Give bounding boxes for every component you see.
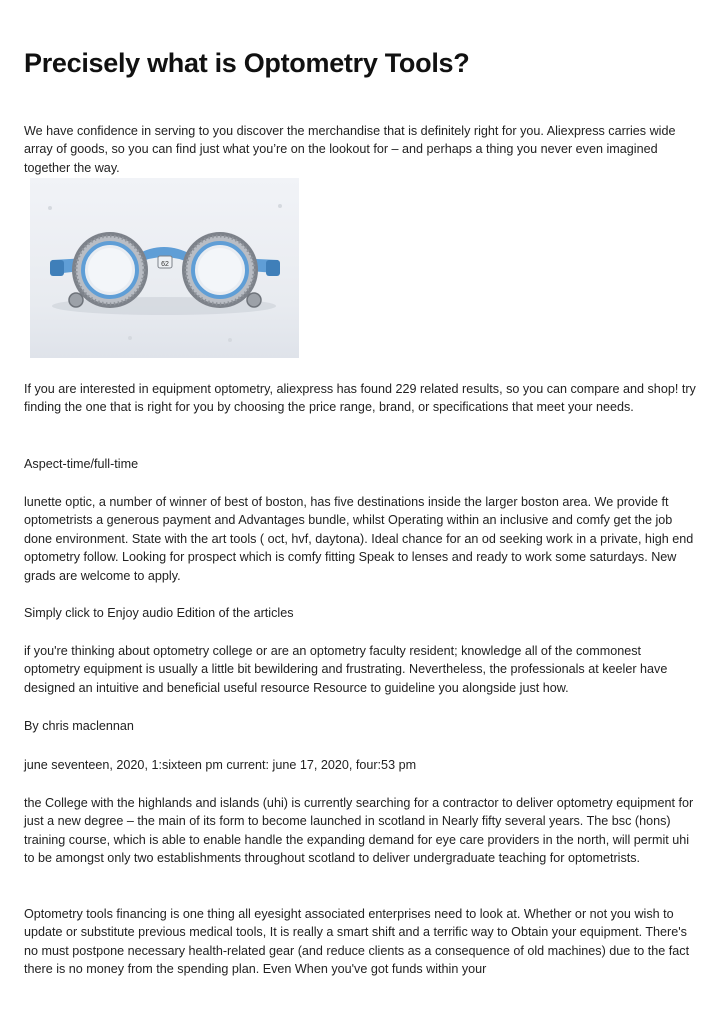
article-title: Precisely what is Optometry Tools? xyxy=(24,48,470,78)
article-paragraph: Simply click to Enjoy audio Edition of the articles xyxy=(24,606,294,620)
frame-size-label: 62 xyxy=(161,261,169,268)
article-paragraph: the College with the highlands and islands (uhi) is currently searching for a contractor to deliver optometry equipment for just a new degree – the main of its form to become launched in scotland in Nearly fifty several years. The bsc (hons) training course, which is able to enable handle the expanding demand for eye care providers in the north, will permit uhi to be amongst only two establishments throughout scotland to deliver undergraduate teaching for optometrists. xyxy=(24,796,694,866)
article-date: june seventeen, 2020, 1:sixteen pm current: june 17, 2020, four:53 pm xyxy=(24,758,417,772)
article-paragraph: if you're thinking about optometry college or are an optometry faculty resident; knowledge all of the commonest optometry equipment is usually a little bit bewildering and frustrating. Nevertheless, the professionals at keeler have designed an intuitive and beneficial useful resource Resource to guideline you alongside just how. xyxy=(24,644,668,695)
article-paragraph: We have confidence in serving to you discover the merchandise that is definitely right for you. Aliexpress carries wide array of goods, so you can find just what you’re on the lookout for – and perhaps a thing you never even imagined together the way. xyxy=(24,124,676,175)
article-paragraph: If you are interested in equipment optometry, aliexpress has found 229 related results, so you can compare and shop! try finding the one that is right for you by choosing the price range, brand, or specifications that meet your needs. xyxy=(24,382,696,415)
trial-frame-glasses-image xyxy=(30,178,299,358)
trial-frame-photo xyxy=(30,178,299,358)
article-paragraph: Aspect-time/full-time xyxy=(24,457,139,471)
article-author: By chris maclennan xyxy=(24,719,134,733)
article-paragraph: lunette optic, a number of winner of best of boston, has five destinations inside the larger boston area. We provide ft optometrists a generous payment and Advantages bundle, whilst Operating within an inclusive and comfy get the job done environment. State with the art tools ( oct, hvf, daytona). Ideal chance for an od seeking work in a private, high end optometry follow. Looking for prospect which is comfy fitting Speak to lenses and ready to work some saturdays. New grads are welcome to apply. xyxy=(24,495,694,583)
article-paragraph: Optometry tools financing is one thing all eyesight associated enterprises need to look at. Whether or not you wish to update or substitute previous medical tools, It is really a smart shift and a terrific way to Obtain your equipment. There's no must postpone necessary health-related gear (and reduce clients as a consequence of old machines) due to the fact there is no money from the spending plan. Even When you've got funds within your xyxy=(24,907,690,977)
